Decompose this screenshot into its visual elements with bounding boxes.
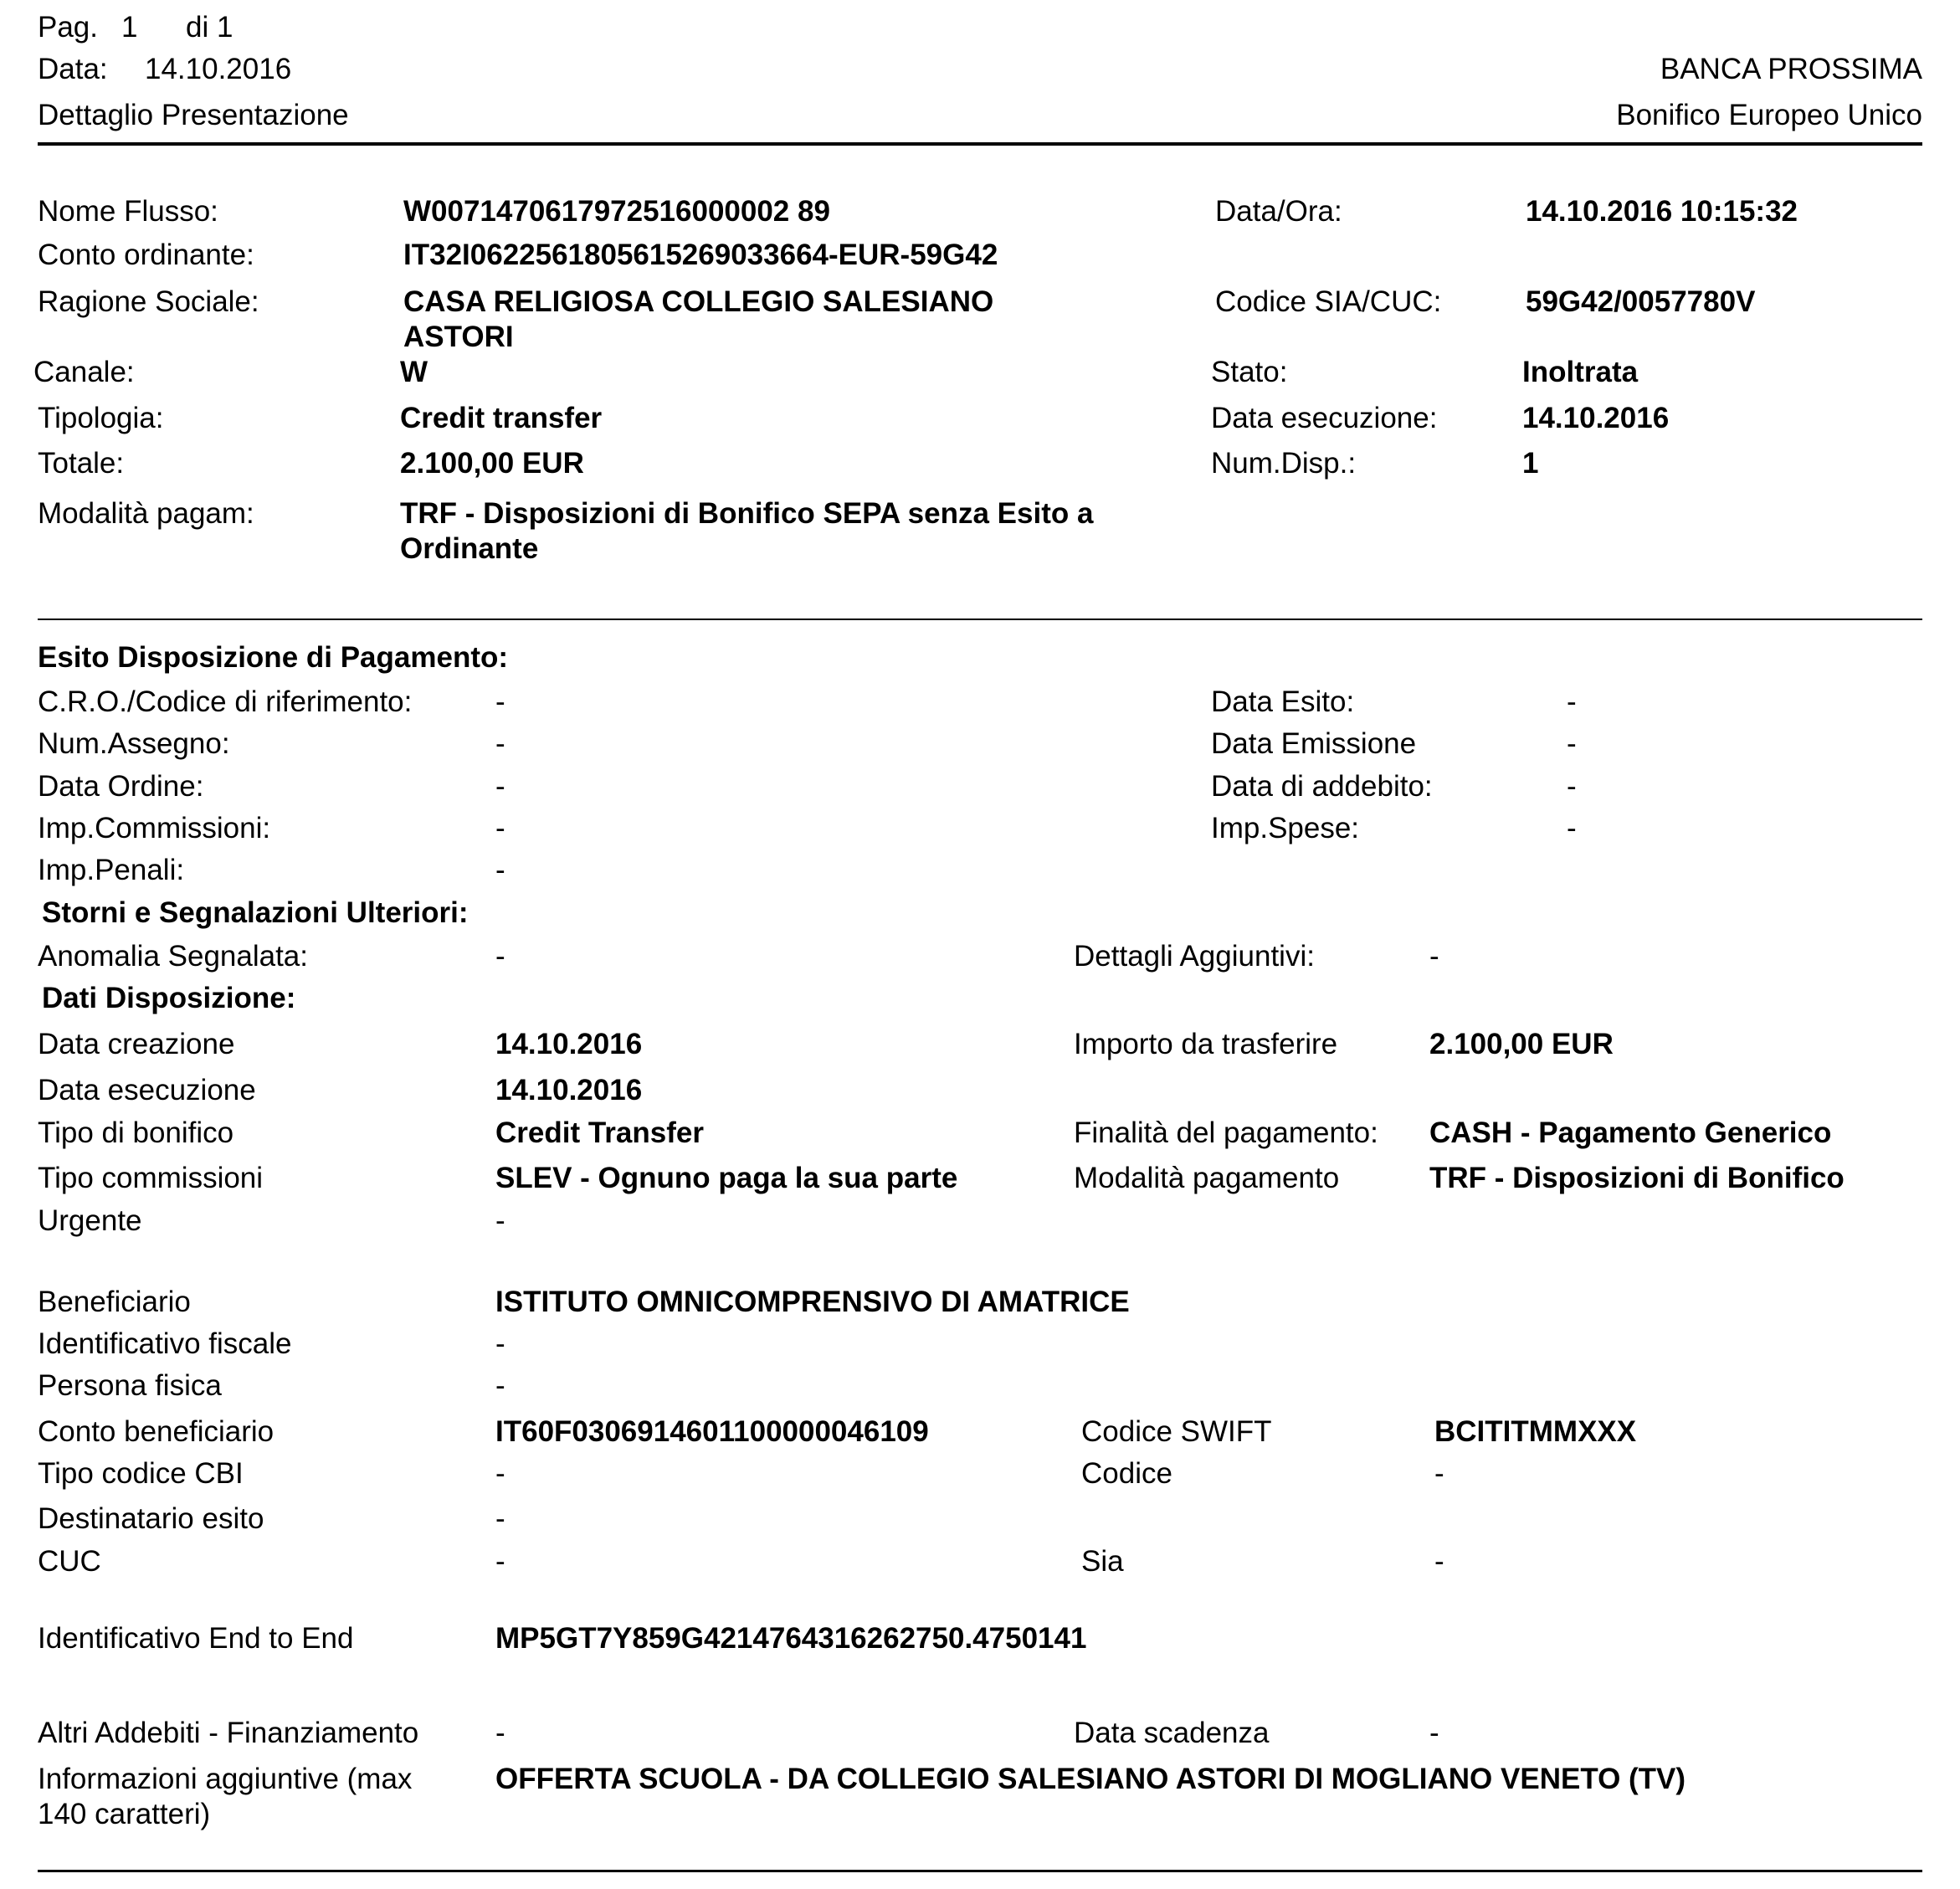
dati-data-esecuzione-value: 14.10.2016	[495, 1074, 643, 1106]
anomalia-label: Anomalia Segnalata:	[38, 940, 308, 973]
cuc-label: CUC	[38, 1545, 101, 1578]
info-aggiuntive-value: OFFERTA SCUOLA - DA COLLEGIO SALESIANO ASTORI DI MOGLIANO VENETO (TV)	[495, 1763, 1686, 1795]
codice-label: Codice	[1081, 1457, 1172, 1490]
imp-penali-label: Imp.Penali:	[38, 854, 185, 886]
tipo-cbi-label: Tipo codice CBI	[38, 1457, 244, 1490]
data-creazione-value: 14.10.2016	[495, 1028, 643, 1060]
dati-data-esecuzione-label: Data esecuzione	[38, 1074, 256, 1106]
end-to-end-value: MP5GT7Y859G4214764316262750.4750141	[495, 1622, 1087, 1655]
modalita-label: Modalità pagam:	[38, 497, 254, 530]
data-creazione-label: Data creazione	[38, 1028, 235, 1060]
header-divider	[38, 142, 1922, 146]
totale-label: Totale:	[38, 447, 125, 480]
tipo-commissioni-label: Tipo commissioni	[38, 1162, 264, 1194]
beneficiario-label: Beneficiario	[38, 1286, 191, 1318]
section-divider	[38, 619, 1922, 620]
conto-beneficiario-label: Conto beneficiario	[38, 1415, 275, 1448]
dettagli-aggiuntivi-value: -	[1429, 940, 1439, 973]
stato-value: Inoltrata	[1522, 356, 1639, 388]
imp-spese-value: -	[1567, 812, 1577, 844]
finalita-value: CASH - Pagamento Generico	[1429, 1116, 1832, 1149]
urgente-value: -	[495, 1204, 505, 1237]
modalita-value-line2: Ordinante	[400, 532, 539, 565]
ragione-sociale-value-line2: ASTORI	[403, 321, 514, 353]
data-scadenza-label: Data scadenza	[1074, 1717, 1270, 1749]
id-fiscale-value: -	[495, 1327, 505, 1360]
sia-value: -	[1434, 1545, 1444, 1578]
persona-fisica-label: Persona fisica	[38, 1369, 222, 1402]
canale-label: Canale:	[33, 356, 135, 388]
imp-penali-value: -	[495, 854, 505, 886]
data-esecuzione-value: 14.10.2016	[1522, 402, 1670, 434]
data-ora-label: Data/Ora:	[1215, 195, 1342, 228]
data-emissione-value: -	[1567, 727, 1577, 760]
doc-title: Dettaglio Presentazione	[38, 99, 349, 131]
footer-divider	[38, 1870, 1922, 1872]
num-disp-label: Num.Disp.:	[1211, 447, 1357, 480]
cuc-value: -	[495, 1545, 505, 1578]
stato-label: Stato:	[1211, 356, 1288, 388]
importo-label: Importo da trasferire	[1074, 1028, 1338, 1060]
totale-value: 2.100,00 EUR	[400, 447, 584, 480]
altri-addebiti-label: Altri Addebiti - Finanziamento	[38, 1717, 419, 1749]
canale-value: W	[400, 356, 428, 388]
conto-beneficiario-value: IT60F0306914601100000046109	[495, 1415, 929, 1448]
data-addebito-label: Data di addebito:	[1211, 770, 1433, 803]
dettagli-aggiuntivi-label: Dettagli Aggiuntivi:	[1074, 940, 1315, 973]
beneficiario-value: ISTITUTO OMNICOMPRENSIVO DI AMATRICE	[495, 1286, 1130, 1318]
codice-value: -	[1434, 1457, 1444, 1490]
ragione-sociale-value-line1: CASA RELIGIOSA COLLEGIO SALESIANO	[403, 285, 994, 318]
sia-label: Sia	[1081, 1545, 1124, 1578]
codice-sia-value: 59G42/0057780V	[1526, 285, 1756, 318]
doc-type: Bonifico Europeo Unico	[1616, 99, 1922, 131]
altri-addebiti-value: -	[495, 1717, 505, 1749]
tipologia-value: Credit transfer	[400, 402, 603, 434]
data-addebito-value: -	[1567, 770, 1577, 803]
destinatario-label: Destinatario esito	[38, 1502, 264, 1535]
anomalia-value: -	[495, 940, 505, 973]
data-ordine-label: Data Ordine:	[38, 770, 204, 803]
finalita-label: Finalità del pagamento:	[1074, 1116, 1378, 1149]
swift-value: BCITITMMXXX	[1434, 1415, 1637, 1448]
dati-modalita-label: Modalità pagamento	[1074, 1162, 1340, 1194]
swift-label: Codice SWIFT	[1081, 1415, 1272, 1448]
date-value: 14.10.2016	[145, 53, 292, 85]
persona-fisica-value: -	[495, 1369, 505, 1402]
num-disp-value: 1	[1522, 447, 1539, 480]
info-aggiuntive-label-line1: Informazioni aggiuntive (max	[38, 1763, 413, 1795]
modalita-value-line1: TRF - Disposizioni di Bonifico SEPA senza Esito a	[400, 497, 1094, 530]
importo-value: 2.100,00 EUR	[1429, 1028, 1614, 1060]
conto-ordinante-label: Conto ordinante:	[38, 239, 254, 271]
num-assegno-value: -	[495, 727, 505, 760]
info-aggiuntive-label-line2: 140 caratteri)	[38, 1798, 211, 1830]
tipo-commissioni-value: SLEV - Ognuno paga la sua parte	[495, 1162, 958, 1194]
page-of: di 1	[186, 11, 233, 44]
esito-section-title: Esito Disposizione di Pagamento:	[38, 641, 509, 674]
data-scadenza-value: -	[1429, 1717, 1439, 1749]
tipo-bonifico-value: Credit Transfer	[495, 1116, 704, 1149]
end-to-end-label: Identificativo End to End	[38, 1622, 354, 1655]
data-ordine-value: -	[495, 770, 505, 803]
urgente-label: Urgente	[38, 1204, 142, 1237]
dati-modalita-value: TRF - Disposizioni di Bonifico	[1429, 1162, 1845, 1194]
data-esito-label: Data Esito:	[1211, 685, 1355, 718]
cro-label: C.R.O./Codice di riferimento:	[38, 685, 413, 718]
data-esecuzione-label: Data esecuzione:	[1211, 402, 1438, 434]
imp-commissioni-label: Imp.Commissioni:	[38, 812, 271, 844]
data-ora-value: 14.10.2016 10:15:32	[1526, 195, 1798, 228]
dati-section-title: Dati Disposizione:	[42, 982, 296, 1014]
num-assegno-label: Num.Assegno:	[38, 727, 230, 760]
data-esito-value: -	[1567, 685, 1577, 718]
data-emissione-label: Data Emissione	[1211, 727, 1417, 760]
id-fiscale-label: Identificativo fiscale	[38, 1327, 292, 1360]
tipo-cbi-value: -	[495, 1457, 505, 1490]
imp-commissioni-value: -	[495, 812, 505, 844]
page-label: Pag.	[38, 11, 98, 44]
codice-sia-label: Codice SIA/CUC:	[1215, 285, 1442, 318]
nome-flusso-label: Nome Flusso:	[38, 195, 218, 228]
tipo-bonifico-label: Tipo di bonifico	[38, 1116, 234, 1149]
conto-ordinante-value: IT32I0622561805615269033664-EUR-59G42	[403, 239, 998, 271]
imp-spese-label: Imp.Spese:	[1211, 812, 1360, 844]
ragione-sociale-label: Ragione Sociale:	[38, 285, 259, 318]
destinatario-value: -	[495, 1502, 505, 1535]
tipologia-label: Tipologia:	[38, 402, 164, 434]
date-label: Data:	[38, 53, 108, 85]
page-number: 1	[121, 11, 138, 44]
nome-flusso-value: W0071470617972516000002 89	[403, 195, 830, 228]
cro-value: -	[495, 685, 505, 718]
storni-section-title: Storni e Segnalazioni Ulteriori:	[42, 896, 469, 929]
bank-name: BANCA PROSSIMA	[1660, 53, 1922, 85]
